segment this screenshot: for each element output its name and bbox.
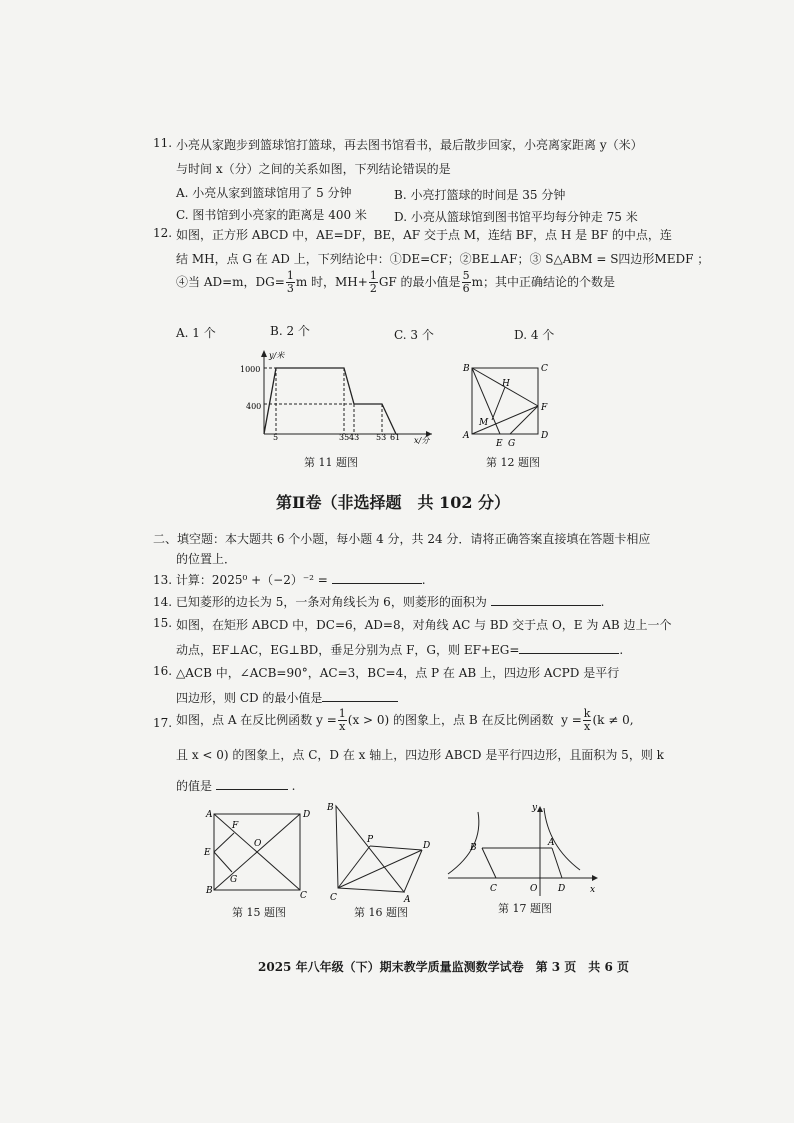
fig11-ytick-400: 400 [246,402,262,411]
svg-text:A: A [463,431,470,441]
q16-number: 16. [153,664,173,678]
figure-11-caption: 第 11 题图 [304,456,358,469]
svg-text:A: A [548,838,555,848]
section-2-intro-line1: 二、填空题：本大题共 6 个小题，每小题 4 分，共 24 分．请将正确答案直接填在答题卡相应 [153,532,651,546]
fraction-one-half: $\frac{1}{2}$ [369,269,377,295]
figure-17-caption: 第 17 题图 [498,902,552,915]
q17-number: 17. [153,716,173,730]
svg-text:G: G [230,875,238,885]
fraction-1-over-x: $\frac{1}{x}$ [338,707,346,733]
q12-line1: 如图，正方形 ABCD 中，AE=DF，BE，AF 交于点 M，连结 BF，点 H 是 BF 的中点，连 [176,228,672,242]
fraction-one-third: $\frac{1}{3}$ [286,269,294,295]
svg-text:B: B [463,364,470,374]
fraction-k-over-x: $\frac{k}{x}$ [583,707,591,733]
q11-line1: 小亮从家跑步到篮球馆打篮球，再去图书馆看书，最后散步回家，小亮离家距离 y（米） [176,138,643,152]
svg-text:D: D [423,841,431,851]
q11-number: 11. [153,136,173,150]
fraction-five-sixths: $\frac{5}{6}$ [462,269,470,295]
q13-number: 13. [153,573,173,587]
fig11-xtick-43: 43 [349,433,360,442]
fig11-ytick-1000: 1000 [240,365,261,374]
section-2-title: 第Ⅱ卷（非选择题 共 102 分） [276,493,511,512]
svg-text:A: A [404,895,411,905]
q11-option-b: B. 小亮打篮球的时间是 35 分钟 [394,188,566,202]
svg-text:E: E [204,848,211,858]
q12-line3-a: ④当 AD=m，DG= [176,275,285,289]
figure-12-square [456,358,556,450]
q16-line2: 四边形，则 CD 的最小值是 [176,688,398,706]
svg-text:G: G [508,439,516,449]
section-2-intro-line2: 的位置上． [176,552,237,566]
q12-option-d: D. 4 个 [514,328,555,342]
q16-line1: △ACB 中，∠ACB=90°，AC=3，BC=4，点 P 在 AB 上，四边形 ACPD 是平行 [176,666,620,680]
q12-option-c: C. 3 个 [394,328,434,342]
svg-text:B: B [206,886,213,896]
svg-text:D: D [303,810,311,820]
figure-16-triangle [324,798,444,906]
q13-answer-blank[interactable] [332,570,422,584]
svg-text:B: B [327,803,334,813]
q14: 14. 已知菱形的边长为 5，一条对角线长为 6，则菱形的面积为 . [153,592,604,610]
figure-12-caption: 第 12 题图 [486,456,540,469]
fig11-ylabel: y/米 [269,351,285,360]
svg-text:F: F [232,821,239,831]
svg-text:C: C [541,364,548,374]
page-footer: 2025 年八年级（下）期末教学质量监测数学试卷 第 3 页 共 6 页 [258,960,629,974]
figure-11-graph [236,348,436,444]
q13: 13. 计算：2025⁰ +（−2）⁻² = . [153,570,426,588]
q12-line3-c: GF 的最小值是 [378,275,461,289]
fig11-xlabel: x/分 [414,436,430,444]
svg-text:C: C [300,891,307,898]
q17-answer-blank[interactable] [216,776,288,790]
q15-answer-blank[interactable] [519,640,619,654]
figure-15-rectangle [200,806,316,898]
q14-answer-blank[interactable] [491,592,601,606]
svg-text:P: P [367,835,374,845]
q17-line1: 如图，点 A 在反比例函数 y = $\frac{1}{x}$ (x > 0) 的图象上，点 B 在反比例函数 y = $\frac{k}{x}$ (k ≠ 0, [176,707,634,733]
q15-number: 15. [153,616,173,630]
figure-17-graph [444,800,604,898]
q14-text: 已知菱形的边长为 5，一条对角线长为 6，则菱形的面积为 [175,595,487,609]
fig11-xtick-53: 53 [376,433,387,442]
figure-16-caption: 第 16 题图 [354,906,408,919]
q15-line1: 如图，在矩形 ABCD 中，DC=6，AD=8，对角线 AC 与 BD 交于点 O，E 为 AB 边上一个 [176,618,672,632]
svg-text:B: B [470,843,477,853]
fig11-xtick-61: 61 [390,433,401,442]
fig11-distance-line [264,368,396,434]
svg-text:O: O [530,884,538,894]
q12-option-b: B. 2 个 [270,324,310,338]
fig11-xtick-35: 35 [339,433,350,442]
svg-text:M: M [479,418,489,428]
fig11-xtick-5: 5 [273,433,279,442]
svg-text:E: E [496,439,503,449]
figure-15-caption: 第 15 题图 [232,906,286,919]
q11-option-c: C. 图书馆到小亮家的距离是 400 米 [176,208,367,222]
svg-text:H: H [502,379,510,389]
svg-text:C: C [490,884,497,894]
q11-line2: 与时间 x（分）之间的关系如图，下列结论错误的是 [176,162,451,176]
svg-text:O: O [254,839,262,849]
q17-line3: 的值是 . [176,776,296,794]
q11-option-a: A. 小亮从家到篮球馆用了 5 分钟 [176,186,352,200]
svg-text:C: C [330,893,337,903]
q12-line2: 结 MH，点 G 在 AD 上，下列结论中：①DE=CF；②BE⊥AF；③ S△ABM = S四边形MEDF ； [176,252,710,266]
svg-text:F: F [541,403,548,413]
svg-text:x: x [590,885,596,895]
q16-answer-blank[interactable] [322,688,398,702]
q15-line2: 动点，EF⊥AC，EG⊥BD，垂足分别为点 F，G，则 EF+EG= . [176,640,623,658]
svg-text:y: y [532,803,538,813]
q13-text: 计算：2025⁰ +（−2）⁻² = [175,573,328,587]
svg-text:A: A [206,810,213,820]
svg-text:D: D [558,884,566,894]
q11-option-d: D. 小亮从篮球馆到图书馆平均每分钟走 75 米 [394,210,638,224]
q14-number: 14. [153,595,173,609]
q12-number: 12. [153,226,173,240]
q12-option-a: A. 1 个 [176,326,216,340]
q12-line3-d: m；其中正确结论的个数是 [471,275,615,289]
q12-line3-b: m 时，MH+ [295,275,368,289]
q12-line3 [176,270,615,295]
svg-text:D: D [541,431,549,441]
q17-line2: 且 x < 0) 的图象上，点 C，D 在 x 轴上，四边形 ABCD 是平行四边形，且面积为 5，则 k [176,748,664,762]
